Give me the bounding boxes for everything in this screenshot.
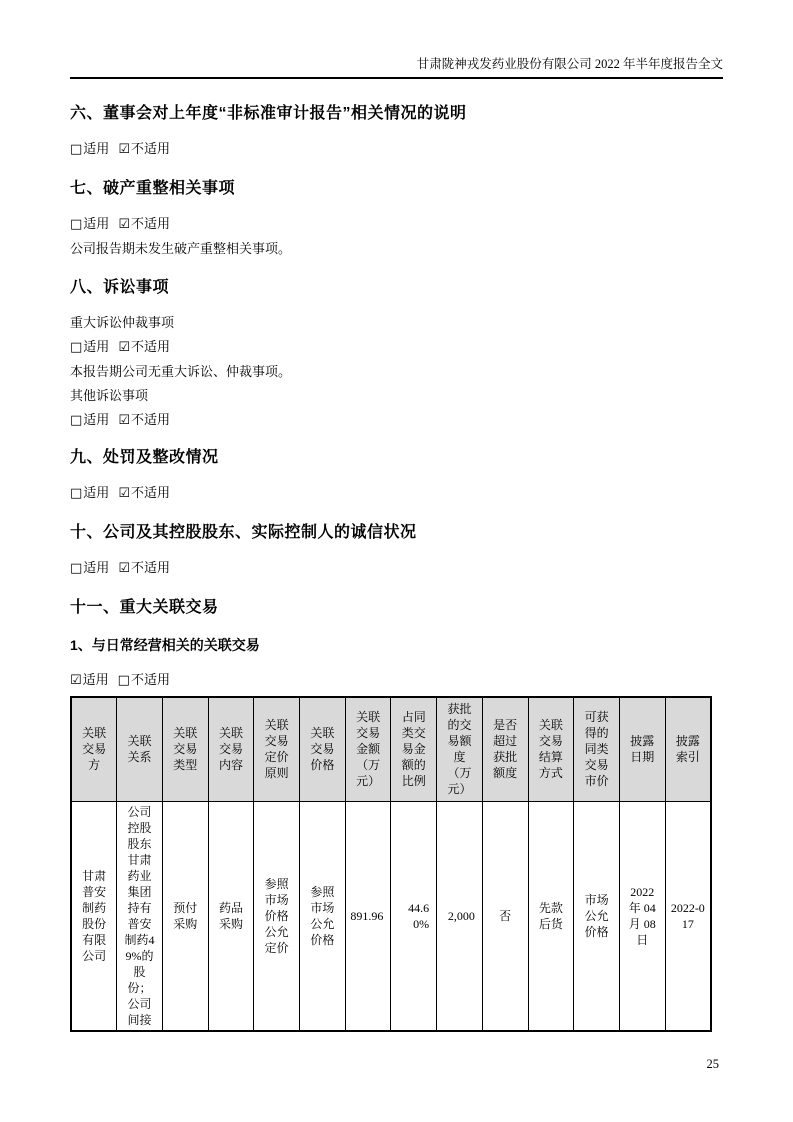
table-cell-exceed-quota: 否: [482, 801, 528, 1031]
table-header-cell: 关联交易定价原则: [254, 697, 300, 801]
checkbox-checked-icon: ☑: [118, 142, 130, 157]
table-header-cell: 关联交易内容: [208, 697, 254, 801]
applicable-label: 适用: [83, 560, 110, 575]
section-title-11: 十一、重大关联交易: [70, 599, 219, 616]
table-cell-relationship: 公司控股股东甘肃药业集团持有普安制药49%的股份；公司间接: [117, 801, 163, 1031]
litigation-other-label: 其他诉讼事项: [70, 388, 149, 403]
applicability-line: [70, 412, 723, 428]
related-transactions-table: [70, 696, 712, 1032]
table-header-cell: 关联交易方: [71, 697, 117, 801]
table-cell-transaction-type: 预付采购: [162, 801, 208, 1031]
table-cell-transaction-amount: 891.96: [345, 801, 391, 1031]
checkbox-unchecked-icon: □: [70, 340, 83, 355]
applicable-label: 适用: [83, 216, 110, 231]
checkbox-unchecked-icon: □: [70, 561, 83, 576]
checkbox-unchecked-icon: □: [70, 413, 83, 428]
section-title-6: 六、董事会对上年度“非标准审计报告”相关情况的说明: [70, 105, 467, 122]
table-header-row: [71, 697, 711, 801]
applicable-label: 适用: [83, 412, 110, 427]
applicability-line: [70, 216, 723, 232]
not-applicable-label: 不适用: [130, 672, 170, 687]
note-text: 公司报告期未发生破产重整相关事项。: [70, 241, 292, 256]
not-applicable-label: 不适用: [130, 339, 170, 354]
table-cell-disclosure-index: 2022-017: [665, 801, 711, 1031]
checkbox-unchecked-icon: □: [70, 486, 83, 501]
applicability-line: [70, 339, 723, 355]
table-cell-pricing-principle: 参照市场价格公允定价: [254, 801, 300, 1031]
table-header-cell: 占同类交易金额的比例: [391, 697, 437, 801]
applicable-label: 适用: [82, 672, 109, 687]
checkbox-checked-icon: ☑: [118, 413, 130, 428]
table-cell-market-price: 市场公允价格: [574, 801, 620, 1031]
applicability-line: [70, 141, 723, 157]
table-cell-proportion: 44.60%: [391, 801, 437, 1031]
table-header-cell: 披露索引: [665, 697, 711, 801]
not-applicable-label: 不适用: [130, 485, 170, 500]
applicable-label: 适用: [83, 339, 110, 354]
table-header-cell: 关联交易金额（万元）: [345, 697, 391, 801]
section-title-10: 十、公司及其控股股东、实际控制人的诚信状况: [70, 524, 417, 541]
checkbox-checked-icon: ☑: [70, 673, 82, 688]
applicable-label: 适用: [83, 485, 110, 500]
not-applicable-label: 不适用: [130, 141, 170, 156]
page-header-title: 甘肃陇神戎发药业股份有限公司 2022 年半年度报告全文: [416, 57, 723, 71]
not-applicable-label: 不适用: [130, 216, 170, 231]
checkbox-checked-icon: ☑: [118, 486, 130, 501]
table-header-cell: 关联交易结算方式: [528, 697, 574, 801]
checkbox-unchecked-icon: □: [70, 142, 83, 157]
table-header-cell: 获批的交易额度（万元）: [437, 697, 483, 801]
page-number: 25: [706, 1056, 719, 1071]
table-cell-transaction-price: 参照市场公允价格: [300, 801, 346, 1031]
table-row: [71, 801, 711, 1031]
note-text: 本报告期公司无重大诉讼、仲裁事项。: [70, 364, 292, 379]
section-title-8: 八、诉讼事项: [70, 279, 170, 296]
table-header-cell: 关联关系: [117, 697, 163, 801]
checkbox-unchecked-icon: □: [70, 217, 83, 232]
checkbox-checked-icon: ☑: [118, 561, 130, 576]
table-cell-disclosure-date: 2022 年 04 月 08 日: [619, 801, 665, 1031]
table-header-cell: 可获得的同类交易市价: [574, 697, 620, 801]
checkbox-checked-icon: ☑: [118, 340, 130, 355]
applicability-line: [70, 485, 723, 501]
table-header-cell: 关联交易类型: [162, 697, 208, 801]
table-header-cell: 是否超过获批额度: [482, 697, 528, 801]
applicable-label: 适用: [83, 141, 110, 156]
table-cell-approved-quota: 2,000: [437, 801, 483, 1031]
applicability-line: [70, 672, 723, 688]
applicability-line: [70, 560, 723, 576]
litigation-major-label: 重大诉讼仲裁事项: [70, 315, 175, 330]
not-applicable-label: 不适用: [130, 560, 170, 575]
checkbox-checked-icon: ☑: [118, 217, 130, 232]
table-cell-transaction-content: 药品采购: [208, 801, 254, 1031]
table-header-cell: 披露日期: [619, 697, 665, 801]
section-title-7: 七、破产重整相关事项: [70, 180, 236, 197]
section-title-9: 九、处罚及整改情况: [70, 449, 219, 466]
page-header: [70, 57, 723, 79]
not-applicable-label: 不适用: [130, 412, 170, 427]
checkbox-unchecked-icon: □: [117, 673, 130, 688]
table-cell-related-party: 甘肃普安制药股份有限公司: [71, 801, 117, 1031]
table-cell-settlement-method: 先款后货: [528, 801, 574, 1031]
table-header-cell: 关联交易价格: [300, 697, 346, 801]
subsection-title: 1、与日常经营相关的关联交易: [70, 637, 260, 653]
